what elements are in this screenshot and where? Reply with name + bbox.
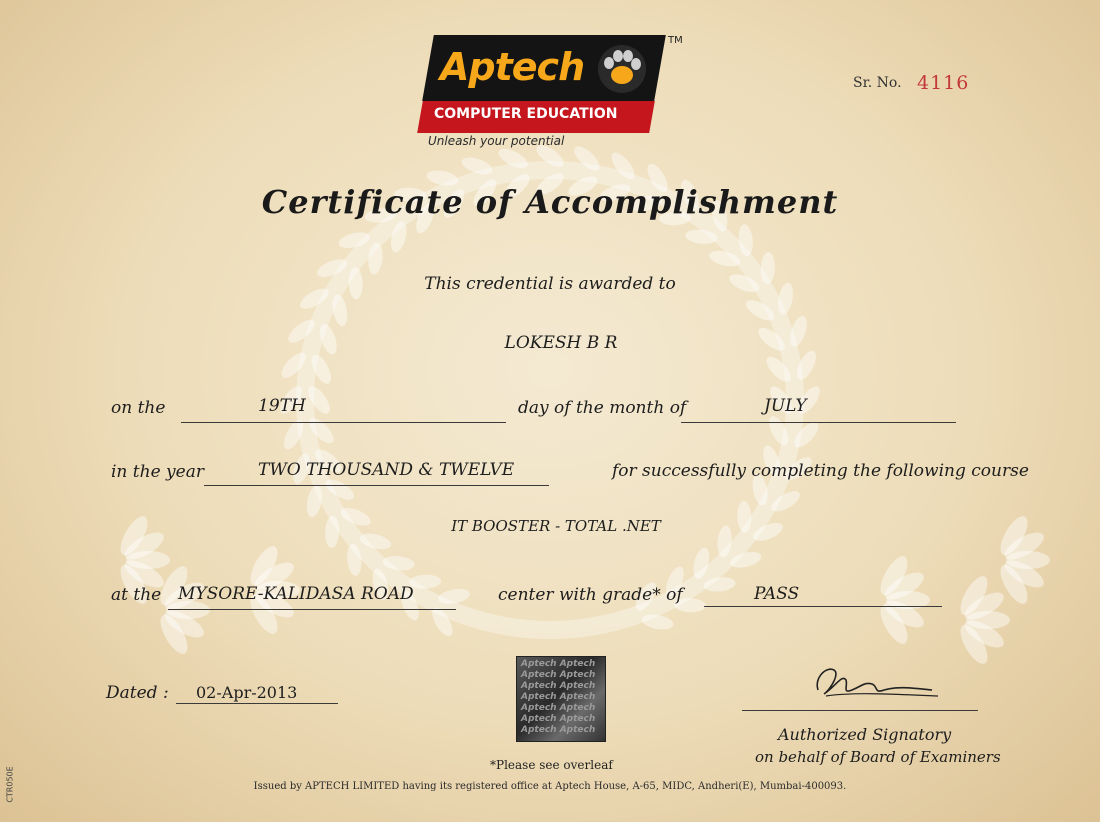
hologram-text: Aptech Aptech xyxy=(521,703,596,713)
hologram-text: Aptech Aptech xyxy=(521,692,596,702)
certificate-title: Certificate of Accomplishment xyxy=(261,183,839,221)
serial-number: 4116 xyxy=(917,72,970,94)
logo-tagline: Unleash your potential xyxy=(428,134,565,148)
hologram-text: Aptech Aptech xyxy=(521,681,596,691)
overleaf-note: *Please see overleaf xyxy=(490,758,613,772)
grade-label: center with grade* of xyxy=(498,585,683,605)
dated-label: Dated : xyxy=(106,683,169,703)
hologram-text: Aptech Aptech xyxy=(521,714,596,724)
logo-subtitle: COMPUTER EDUCATION xyxy=(434,106,618,122)
side-code: CTR050E xyxy=(5,766,15,803)
dated-value: 02-Apr-2013 xyxy=(196,683,298,702)
on-the-label: on the xyxy=(111,398,166,418)
trademark-mark: TM xyxy=(668,35,683,46)
logo-brand-text: Aptech xyxy=(440,45,585,89)
dated-underline xyxy=(176,703,338,704)
hologram-text: Aptech Aptech xyxy=(521,659,596,669)
hologram-seal xyxy=(516,656,606,742)
signature-image xyxy=(812,660,942,702)
signatory-title: Authorized Signatory xyxy=(778,725,952,744)
recipient-name: LOKESH B R xyxy=(504,333,618,353)
at-the-label: at the xyxy=(111,585,162,605)
center-value: MYSORE-KALIDASA ROAD xyxy=(178,584,414,604)
serial-label: Sr. No. xyxy=(853,75,902,91)
month-value: JULY xyxy=(764,396,807,416)
month-underline xyxy=(681,422,956,423)
hologram-text: Aptech Aptech xyxy=(521,670,596,680)
completing-label: for successfully completing the following course xyxy=(612,461,1029,481)
course-name: IT BOOSTER - TOTAL .NET xyxy=(451,517,661,535)
grade-value: PASS xyxy=(754,584,800,604)
center-underline xyxy=(168,609,456,610)
year-underline xyxy=(204,485,549,486)
paw-icon xyxy=(596,43,648,95)
signature-underline xyxy=(742,710,978,711)
day-underline xyxy=(181,422,506,423)
in-the-year-label: in the year xyxy=(111,462,204,482)
grade-underline xyxy=(704,606,942,607)
hologram-text: Aptech Aptech xyxy=(521,725,596,735)
awarded-text: This credential is awarded to xyxy=(424,274,676,294)
day-of-month-label: day of the month of xyxy=(518,398,687,418)
aptech-logo xyxy=(418,35,683,153)
year-value: TWO THOUSAND & TWELVE xyxy=(258,460,515,480)
day-value: 19TH xyxy=(258,396,306,416)
footer-issuer-text: Issued by APTECH LIMITED having its registered office at Aptech House, A-65, MIDC, Andheri(E), Mumbai-400093. xyxy=(253,781,847,792)
signatory-subtitle: on behalf of Board of Examiners xyxy=(755,748,1001,766)
